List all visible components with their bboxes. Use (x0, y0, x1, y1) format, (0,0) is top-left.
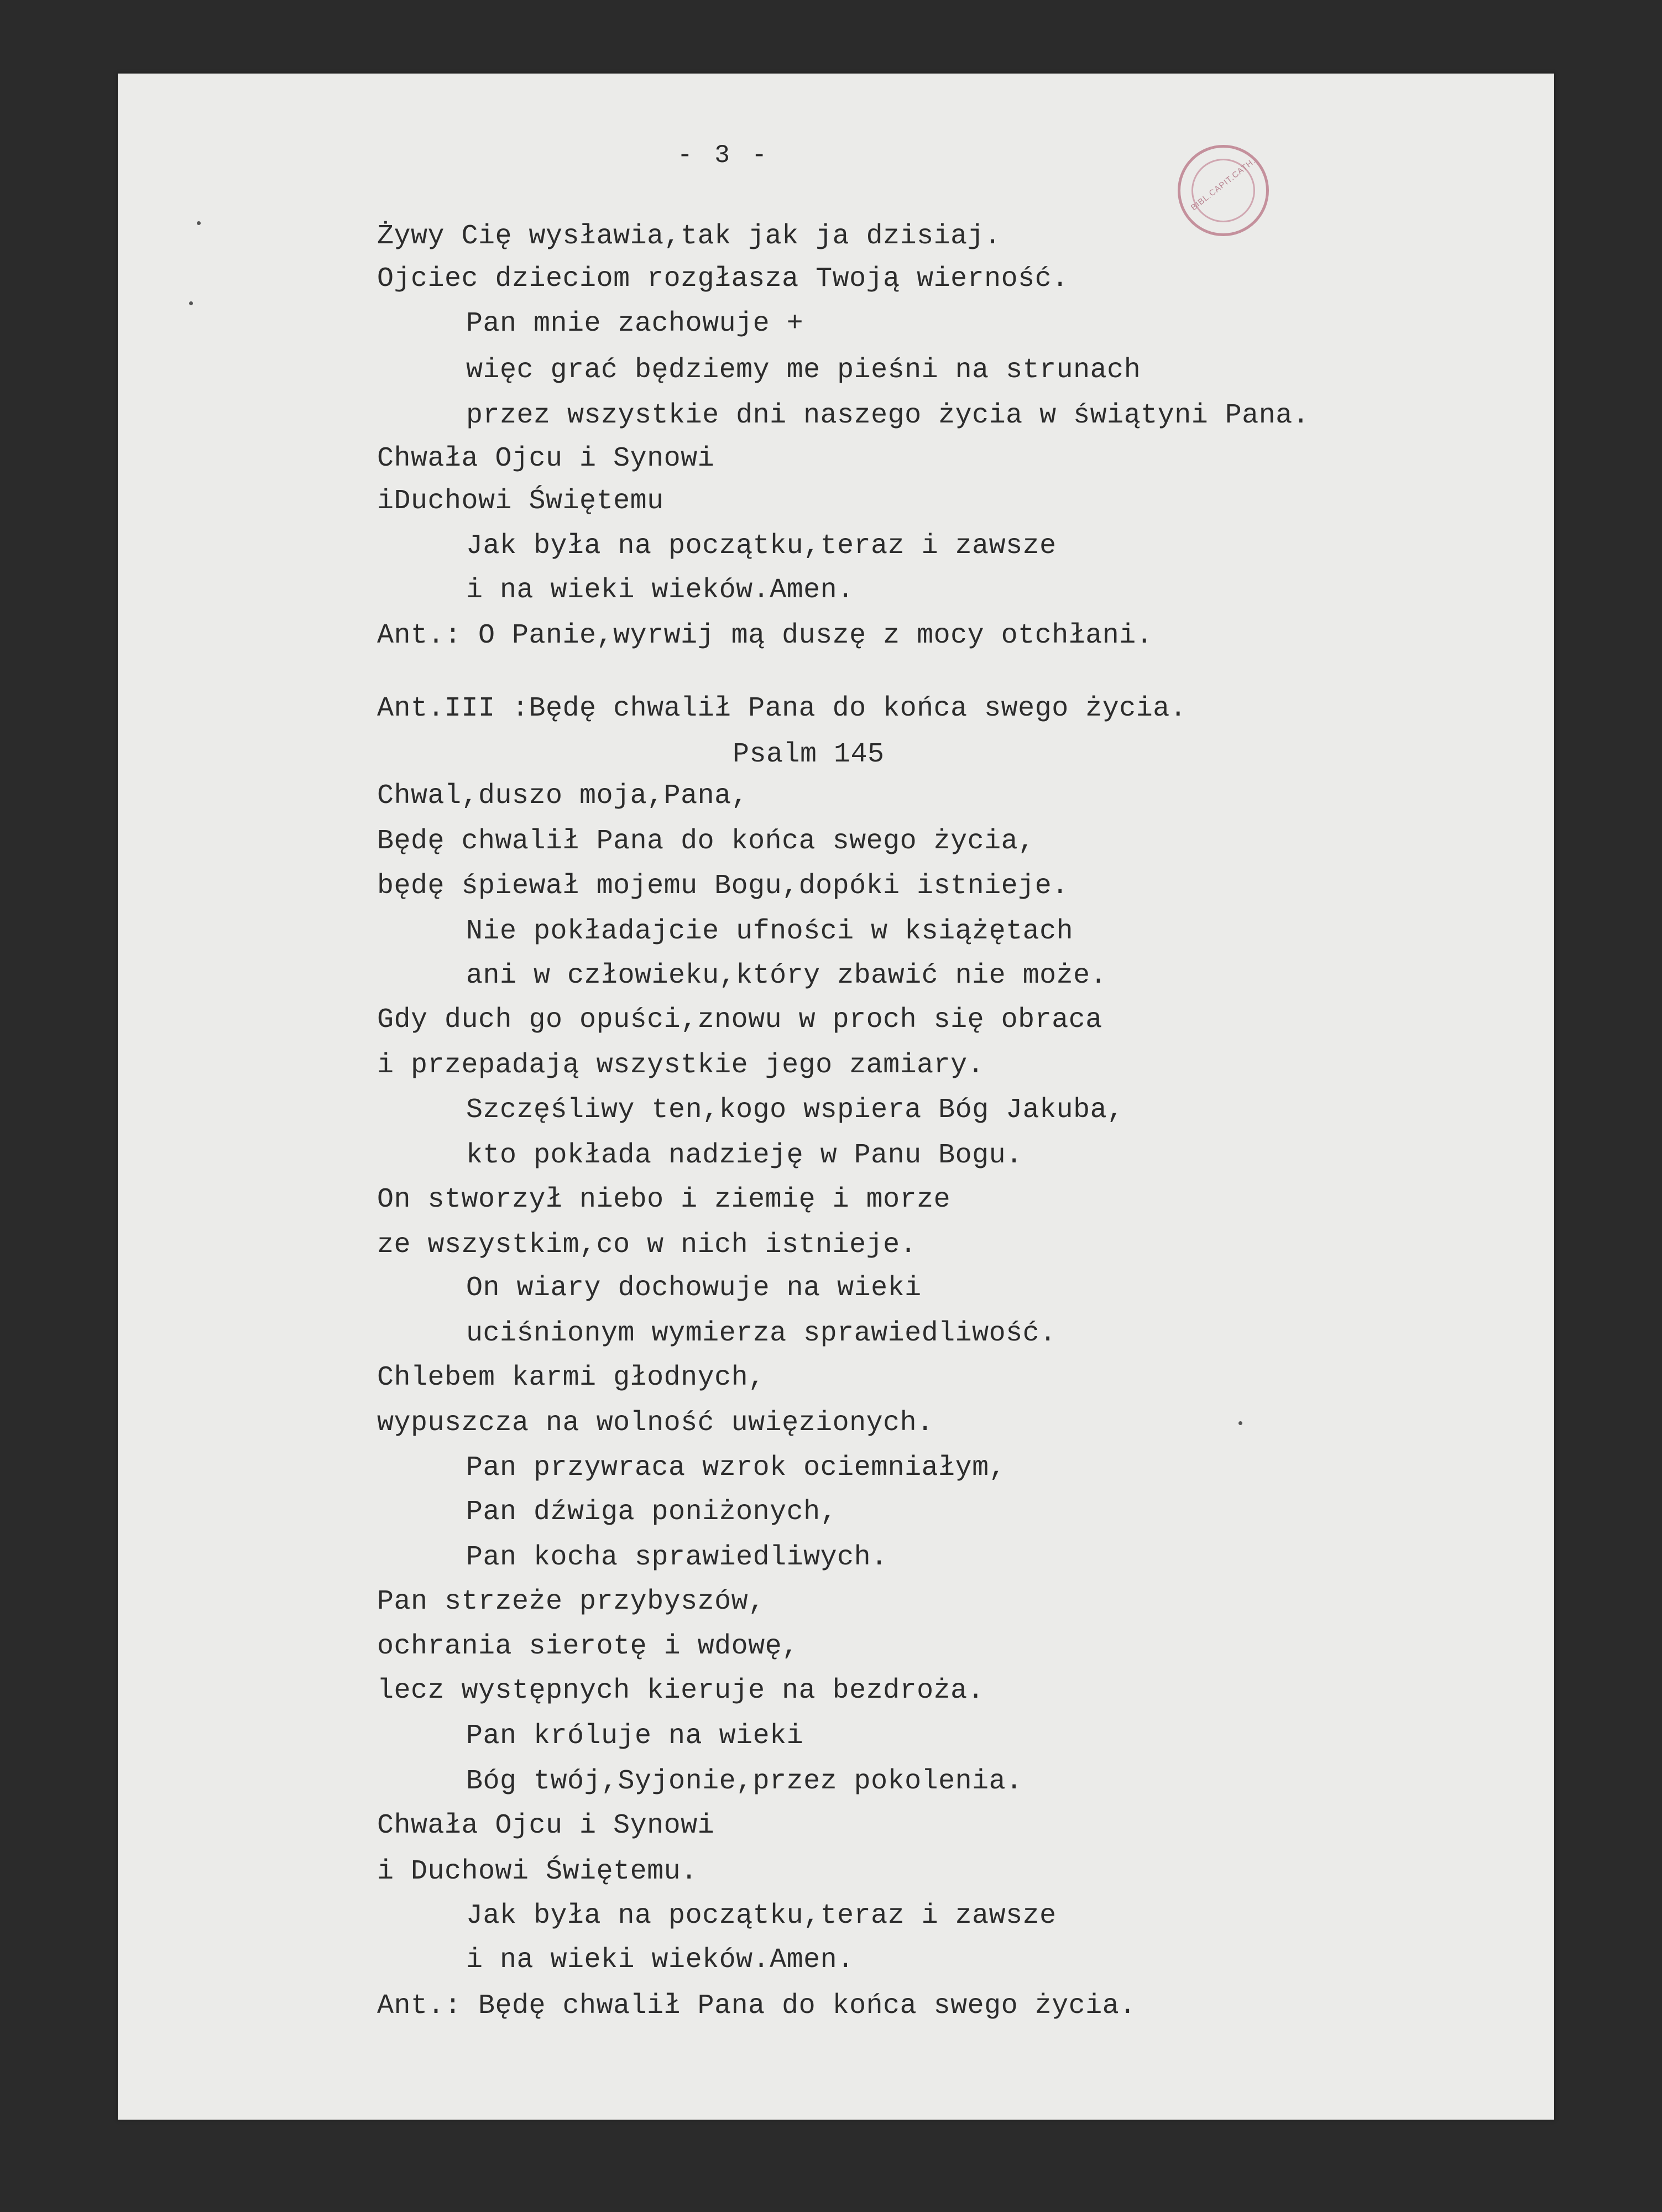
text-line: Pan króluje na wieki (466, 1720, 804, 1752)
text-line: Ant.: Będę chwalił Pana do końca swego życia. (377, 1990, 1136, 2022)
text-line: Żywy Cię wysławia,tak jak ja dzisiaj. (377, 221, 1001, 252)
text-line: Bóg twój,Syjonie,przez pokolenia. (466, 1766, 1023, 1797)
text-line: Szczęśliwy ten,kogo wspiera Bóg Jakuba, (466, 1094, 1124, 1126)
text-line: będę śpiewał mojemu Bogu,dopóki istnieje. (377, 870, 1069, 902)
paper-speck (197, 221, 201, 225)
paper-speck (1238, 1421, 1242, 1425)
text-line: Chlebem karmi głodnych, (377, 1362, 765, 1394)
text-line: Chwała Ojcu i Synowi (377, 443, 715, 474)
page-number: - 3 - (677, 141, 771, 170)
antiphon-heading: Ant.III :Będę chwalił Pana do końca swego życia. (377, 693, 1187, 724)
text-line: Jak była na początku,teraz i zawsze (466, 530, 1057, 562)
text-line: Pan dźwiga poniżonych, (466, 1496, 838, 1528)
text-line: Pan strzeże przybyszów, (377, 1586, 765, 1618)
text-line: kto pokłada nadzieję w Panu Bogu. (466, 1140, 1023, 1171)
text-line: ani w człowieku,który zbawić nie może. (466, 960, 1107, 992)
text-line: Jak była na początku,teraz i zawsze (466, 1900, 1057, 1932)
text-line: przez wszystkie dni naszego życia w świątyni Pana. (466, 400, 1310, 431)
text-line: więc grać będziemy me pieśni na strunach (466, 354, 1141, 386)
text-line: i na wieki wieków.Amen. (466, 1944, 854, 1976)
text-line: Nie pokładajcie ufności w książętach (466, 916, 1074, 947)
text-line: Chwal,duszo moja,Pana, (377, 780, 749, 812)
text-line: i na wieki wieków.Amen. (466, 575, 854, 606)
text-line: uciśnionym wymierza sprawiedliwość. (466, 1318, 1057, 1349)
text-line: lecz występnych kieruje na bezdroża. (377, 1675, 985, 1707)
text-line: Pan przywraca wzrok ociemniałym, (466, 1452, 1006, 1484)
library-stamp-text: BIBL.CAPIT.CATH. (1189, 156, 1258, 213)
text-line: Chwała Ojcu i Synowi (377, 1810, 715, 1841)
text-line: iDuchowi Świętemu (377, 486, 664, 517)
text-line: wypuszcza na wolność uwięzionych. (377, 1407, 934, 1439)
paper-speck (189, 301, 193, 305)
text-line: ochrania sierotę i wdowę, (377, 1631, 799, 1662)
text-line: On wiary dochowuje na wieki (466, 1272, 922, 1304)
text-line: i Duchowi Świętemu. (377, 1856, 698, 1887)
library-stamp (1178, 145, 1269, 236)
text-line: Pan mnie zachowuje + (466, 308, 804, 340)
text-line: On stworzył niebo i ziemię i morze (377, 1184, 951, 1215)
text-line: i przepadają wszystkie jego zamiary. (377, 1050, 985, 1081)
text-line: Ant.: O Panie,wyrwij mą duszę z mocy otchłani. (377, 620, 1153, 651)
text-line: Będę chwalił Pana do końca swego życia, (377, 826, 1035, 857)
psalm-title: Psalm 145 (733, 739, 885, 770)
text-line: Ojciec dzieciom rozgłasza Twoją wierność. (377, 263, 1069, 295)
text-line: ze wszystkim,co w nich istnieje. (377, 1229, 917, 1261)
text-line: Pan kocha sprawiedliwych. (466, 1542, 888, 1573)
text-line: Gdy duch go opuści,znowu w proch się obraca (377, 1004, 1102, 1036)
